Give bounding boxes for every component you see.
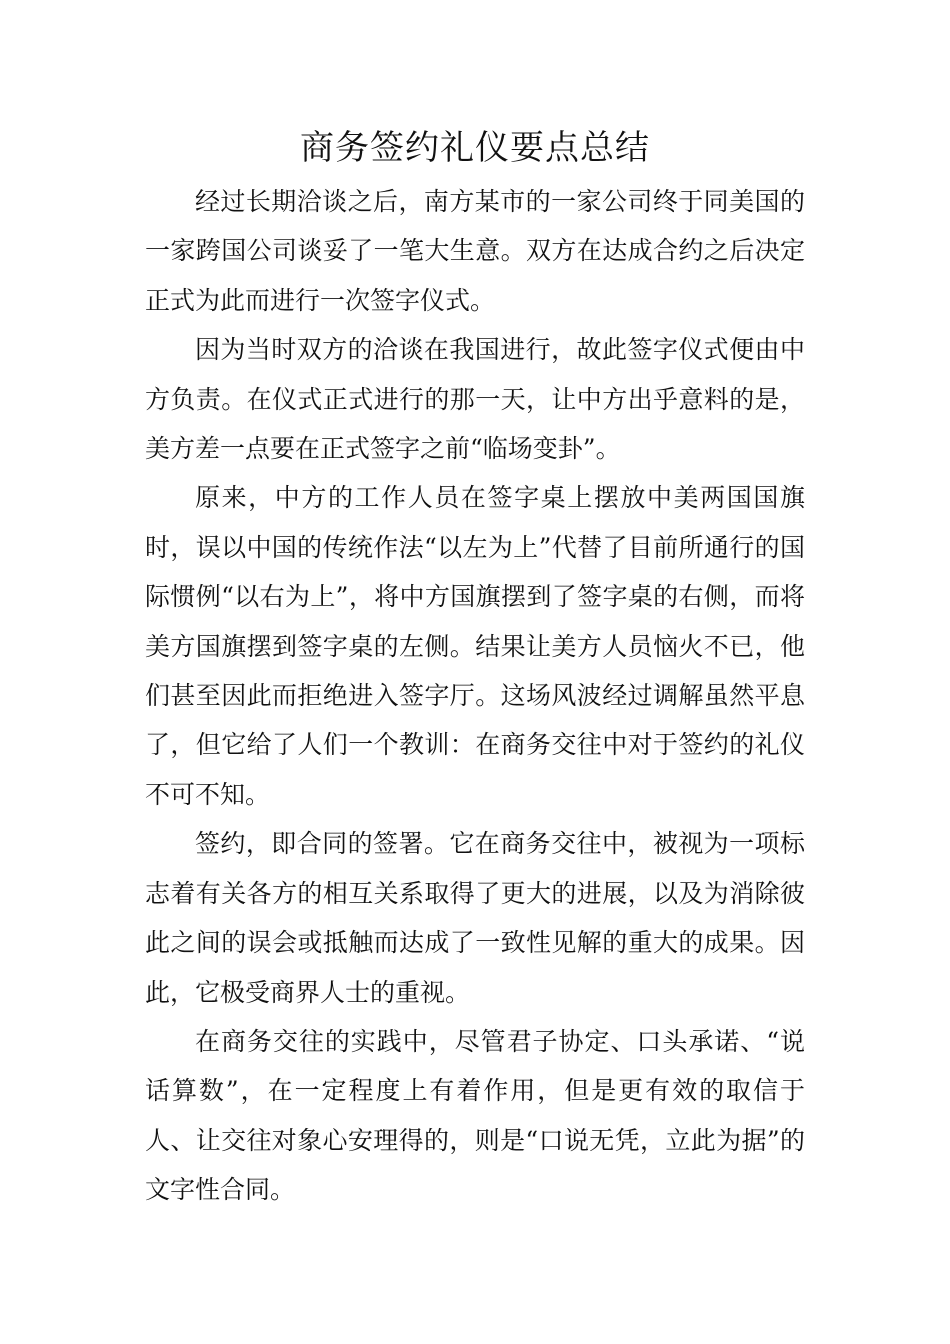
paragraph-4: 签约，即合同的签署。它在商务交往中，被视为一项标志着有关各方的相互关系取得了更大的进展，以及为消除彼此之间的误会或抵触而达成了一致性见解的重大的成果。因此，它极受商界人士的重视。 <box>145 829 805 1007</box>
document-title: 商务签约礼仪要点总结 <box>300 128 650 168</box>
paragraph-5: 在商务交往的实践中，尽管君子协定、口头承诺、“说话算数”，在一定程度上有着作用，但是更有效的取信于人、让交往对象心安理得的，则是“口说无凭，立此为据”的文字性合同。 <box>145 1026 805 1205</box>
paragraph-3: 原来，中方的工作人员在签字桌上摆放中美两国国旗时，误以中国的传统作法“以左为上”代替了目前所通行的国际惯例“以右为上”，将中方国旗摆到了签字桌的右侧，而将美方国旗摆到签字桌的左侧。结果让美方人员恼火不已，他们甚至因此而拒绝进入签字厅。这场风波经过调解虽然平息了，但它给了人们一个教训：在商务交往中对于签约的礼仪不可不知。 <box>145 483 805 809</box>
paragraph-2: 因为当时双方的洽谈在我国进行，故此签字仪式便由中方负责。在仪式正式进行的那一天，让中方出乎意料的是，美方差一点要在正式签字之前“临场变卦”。 <box>145 335 805 464</box>
paragraph-1: 经过长期洽谈之后，南方某市的一家公司终于同美国的一家跨国公司谈妥了一笔大生意。双方在达成合约之后决定正式为此而进行一次签字仪式。 <box>145 187 805 315</box>
document-body <box>145 177 805 1215</box>
